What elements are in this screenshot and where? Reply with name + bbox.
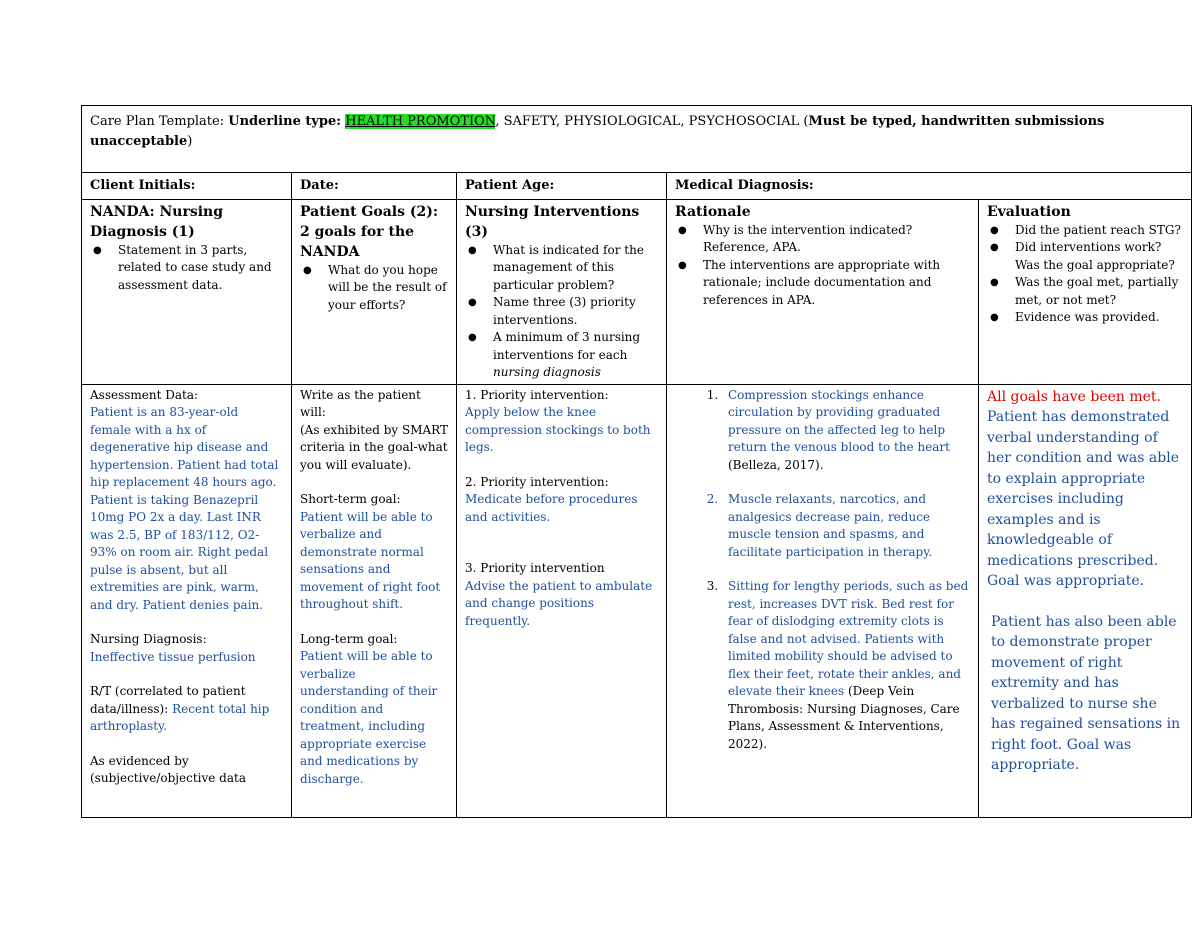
- template-label: Care Plan Template:: [90, 114, 229, 129]
- intervention-1-text: Apply below the knee compression stockings to both legs.: [465, 405, 651, 454]
- nursing-diagnosis-label: Nursing Diagnosis:: [90, 632, 207, 646]
- rationale-bullets: [675, 222, 970, 310]
- must-be-typed-note: Must be typed, handwritten submissions unacceptable: [90, 114, 1105, 149]
- evaluation-header-cell: [979, 199, 1192, 384]
- long-term-goal-text: Patient will be able to verbalize understanding of their condition and treatment, including appropriate exercise and medications by discharge.: [300, 649, 438, 786]
- evaluation-bullet: ● Did interventions work? Was the goal appropriate?: [1015, 239, 1183, 274]
- rationale-content-cell: [667, 384, 979, 817]
- medical-diagnosis-label: Medical Diagnosis:: [667, 173, 1192, 200]
- evaluation-paragraph-1: Patient has demonstrated verbal understanding of her condition and was able to explain appropriate exercises including examples and is knowledgeable of medications prescribed. Goal was appropriate.: [987, 409, 1179, 589]
- interventions-bullet-italic: nursing diagnosis: [493, 365, 601, 379]
- title-close: ): [187, 134, 193, 149]
- intervention-2-text: Medicate before procedures and activities.: [465, 492, 638, 524]
- rationale-3-ref: (Deep Vein Thrombosis: Nursing Diagnoses, Care Plans, Assessment & Interventions, 2022).: [728, 684, 960, 751]
- rationale-list: [675, 387, 970, 754]
- title-cell: [82, 106, 1192, 173]
- instruction-row: [82, 199, 1192, 384]
- content-row: [82, 384, 1192, 817]
- intervention-1-label: 1. Priority intervention:: [465, 387, 609, 402]
- rationale-3-text: Sitting for lengthy periods, such as bed rest, increases DVT risk. Bed rest for fear of dislodging extremity clots is false and not advised. Patients with limited mobility should be advised to flex their feet, rotate their ankles, and elevate their knees: [728, 579, 969, 698]
- rationale-bullet: ● Why is the intervention indicated? Reference, APA.: [703, 222, 970, 257]
- intervention-2-label: 2. Priority intervention:: [465, 474, 609, 489]
- care-plan-document: [81, 105, 1191, 818]
- goals-intro: Write as the patient will:: [300, 387, 421, 419]
- interventions-bullet: ● What is indicated for the management of this particular problem?: [493, 242, 658, 295]
- intervention-3-label: 3. Priority intervention: [465, 561, 605, 575]
- short-term-goal-text: Patient will be able to verbalize and demonstrate normal sensations and movement of right foot throughout shift.: [300, 509, 441, 611]
- rationale-item-3: [722, 578, 970, 753]
- intervention-3-text: Advise the patient to ambulate and change positions frequently.: [465, 578, 653, 628]
- evaluation-bullets: [987, 222, 1183, 327]
- evaluation-content-cell: [979, 384, 1192, 817]
- evaluation-bullet: ● Evidence was provided.: [1015, 309, 1183, 327]
- evaluation-title: Evaluation: [987, 203, 1071, 220]
- goals-title: Patient Goals (2): 2 goals for the NANDA: [300, 203, 439, 260]
- interventions-header-cell: [457, 199, 667, 384]
- interventions-bullet: [493, 329, 658, 382]
- goals-bullet: ● What do you hope will be the result of your efforts?: [328, 262, 448, 315]
- assessment-text: Patient is an 83-year-old female with a hx of degenerative hip disease and hypertension. Patient had total hip replacement 48 hours ago. Patient is taking Benazepril 10mg PO 2x a day. Last INR was 2.5, BP of 183/112, O2- 93% on room air. Right pedal pulse is absent, but all extremities are pink, warm, and dry. Patient denies pain.: [90, 405, 279, 612]
- rationale-item-2: 2. Muscle relaxants, narcotics, and analgesics decrease pain, reduce muscle tension and spasms, and facilitate participation in therapy.: [722, 491, 970, 561]
- nanda-title: NANDA: Nursing Diagnosis (1): [90, 203, 224, 240]
- title-row: [82, 106, 1192, 173]
- evaluation-bullet: ● Did the patient reach STG?: [1015, 222, 1183, 240]
- nanda-content-cell: [82, 384, 292, 817]
- interventions-bullet: ● Name three (3) priority interventions.: [493, 294, 658, 329]
- interventions-title: Nursing Interventions (3): [465, 203, 640, 240]
- assessment-label: Assessment Data:: [90, 387, 199, 402]
- evaluation-paragraph-2: Patient has also been able to demonstrate proper movement of right extremity and has verbalized to nurse she has regained sensations in right foot. Goal was appropriate.: [991, 613, 1181, 773]
- rationale-title: Rationale: [675, 203, 751, 220]
- related-to-label: R/T (correlated to patient data/illness):: [90, 684, 246, 716]
- nanda-header-cell: [82, 199, 292, 384]
- nursing-diagnosis-text: Ineffective tissue perfusion: [90, 649, 256, 664]
- goals-content-cell: [292, 384, 457, 817]
- goals-header-cell: [292, 199, 457, 384]
- underline-type-label: Underline type:: [228, 114, 342, 129]
- care-plan-table: [81, 105, 1192, 818]
- interventions-bullet-text: A minimum of 3 nursing interventions for each: [493, 330, 641, 362]
- interventions-bullets: [465, 242, 658, 382]
- rationale-bullet: ● The interventions are appropriate with rationale; include documentation and references in APA.: [703, 257, 970, 310]
- rationale-item-1: [722, 387, 970, 475]
- nanda-bullet: ● Statement in 3 parts, related to case study and assessment data.: [118, 242, 283, 295]
- rationale-1-ref: (Belleza, 2017).: [728, 457, 824, 472]
- rationale-1-text: Compression stockings enhance circulation by providing graduated pressure on the affected leg to help return the venous blood to the heart: [728, 387, 951, 454]
- goals-smart-note: (As exhibited by SMART criteria in the goal-what you will evaluate).: [300, 422, 448, 472]
- related-to: [90, 683, 283, 736]
- related-to-text: Recent total hip arthroplasty.: [90, 701, 270, 733]
- goals-met-status: All goals have been met.: [987, 388, 1162, 405]
- interventions-content-cell: [457, 384, 667, 817]
- patient-age-label: Patient Age:: [457, 173, 667, 200]
- care-types-list: , SAFETY, PHYSIOLOGICAL, PSYCHOSOCIAL (: [495, 114, 809, 129]
- info-row: [82, 173, 1192, 200]
- long-term-goal-label: Long-term goal:: [300, 631, 398, 646]
- rationale-header-cell: [667, 199, 979, 384]
- client-initials-label: Client Initials:: [82, 173, 292, 200]
- nanda-bullets: [90, 242, 283, 295]
- evaluation-bullet: ● Was the goal met, partially met, or not met?: [1015, 274, 1183, 309]
- as-evidenced-by-label: As evidenced by (subjective/objective data: [90, 753, 246, 785]
- short-term-goal-label: Short-term goal:: [300, 492, 401, 506]
- date-label: Date:: [292, 173, 457, 200]
- health-promotion-highlight: HEALTH PROMOTION: [345, 114, 496, 129]
- goals-bullets: [300, 262, 448, 315]
